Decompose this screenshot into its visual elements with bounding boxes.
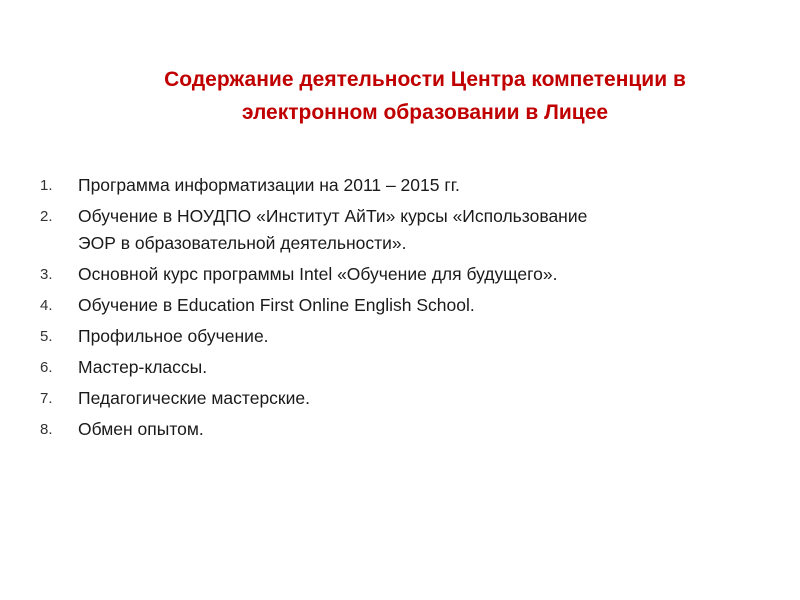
list-item-text <box>78 292 475 319</box>
list-item-number: 3. <box>40 266 53 283</box>
slide-title-line-2: электронном образовании в Лицее <box>241 101 609 124</box>
list-item <box>40 416 760 443</box>
list-item <box>40 172 760 199</box>
list-item <box>40 261 760 288</box>
list-item-number: 6. <box>40 359 53 376</box>
list-item-text <box>78 323 269 350</box>
activity-list <box>40 172 760 447</box>
list-item-text-line: ЭОР в образовательной деятельности». <box>78 233 407 253</box>
list-item-text-line: Обучение в НОУДПО «Институт АйТи» курсы «Использование <box>78 206 588 226</box>
list-item-text <box>78 354 207 381</box>
list-item-text-line: Педагогические мастерские. <box>78 388 310 408</box>
list-item-text <box>78 416 204 443</box>
list-item <box>40 292 760 319</box>
list-item-number: 2. <box>40 208 53 225</box>
list-item-text-line: Основной курс программы Intel «Обучение для будущего». <box>78 264 558 284</box>
list-item-number: 7. <box>40 390 53 407</box>
list-item-text-line: Обмен опытом. <box>78 419 204 439</box>
list-item-number: 4. <box>40 297 53 314</box>
slide-title <box>60 63 790 129</box>
list-item-number: 1. <box>40 177 53 194</box>
list-item-text-line: Мастер-классы. <box>78 357 208 377</box>
list-item-text <box>78 172 460 199</box>
list-item-text <box>78 261 557 288</box>
list-item-text <box>78 203 587 257</box>
list-item <box>40 323 760 350</box>
list-item-text-line: Программа информатизации на 2011 – 2015 гг. <box>78 175 460 195</box>
list-item-text-line: Обучение в Education First Online English School. <box>78 295 475 315</box>
list-item <box>40 385 760 412</box>
list-item-number: 5. <box>40 328 53 345</box>
list-item-text-line: Профильное обучение. <box>78 326 269 346</box>
slide-title-line-1: Содержание деятельности Центра компетенции в <box>164 68 686 91</box>
list-item <box>40 354 760 381</box>
list-item <box>40 203 760 257</box>
list-item-number: 8. <box>40 421 53 438</box>
list-item-text <box>78 385 310 412</box>
